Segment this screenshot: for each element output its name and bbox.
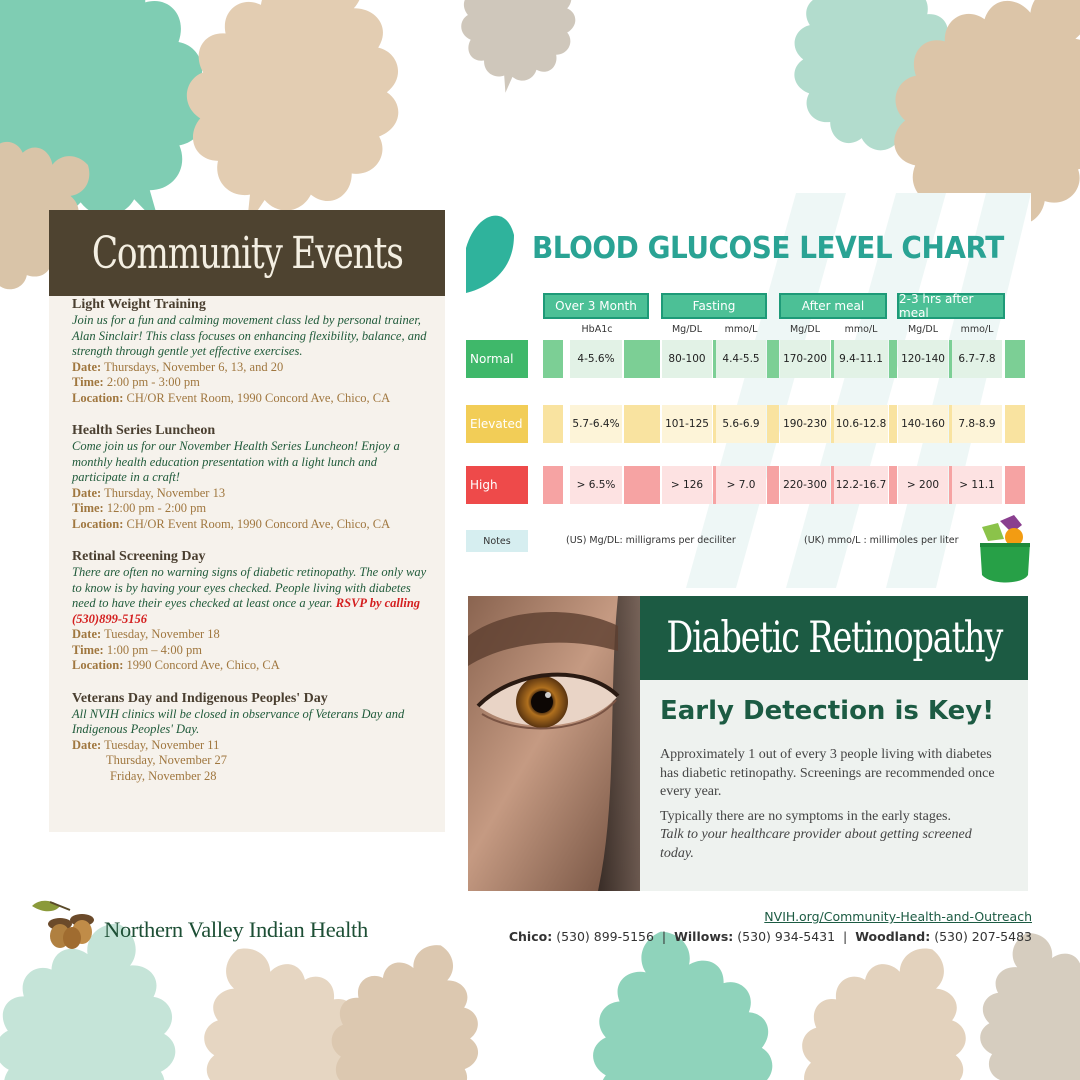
separator: | [661, 929, 667, 944]
cell-normal-after-mgdl: 170-200 [780, 340, 830, 378]
cell-high-after-mgdl: 220-300 [780, 466, 830, 504]
row-cap [767, 340, 779, 378]
subhead-mmol: mmo/L [844, 324, 878, 335]
cell-high-2hr-mmol: > 11.1 [952, 466, 1002, 504]
row-cap [543, 466, 563, 504]
events-list [49, 296, 445, 784]
row-label-high: High [466, 466, 528, 504]
row-cap [889, 340, 897, 378]
separator: | [843, 929, 848, 944]
leaf-icon [466, 216, 514, 293]
rsvp-phone-link[interactable]: RSVP by calling (530)899-5156 [72, 596, 421, 626]
row-label-normal: Normal [466, 340, 528, 378]
row-cap [767, 466, 779, 504]
eye-closeup-image [468, 596, 640, 891]
event-health-series-luncheon [72, 422, 435, 532]
row-cap [624, 340, 660, 378]
phone-numbers [509, 929, 1032, 944]
event-date: Date: Thursday, November 13 [72, 485, 226, 500]
cell-elevated-2hr-mgdl: 140-160 [898, 405, 948, 443]
cell-high-fasting-mgdl: > 126 [662, 466, 712, 504]
cell-elevated-fasting-mgdl: 101-125 [662, 405, 712, 443]
event-title: Veterans Day and Indigenous Peoples' Day [72, 690, 328, 706]
retinopathy-paragraph-3: Talk to your healthcare provider about getting screened today. [660, 827, 972, 861]
event-description: All NVIH clinics will be closed in observance of Veterans Day and Indigenous Peoples' Day. [72, 706, 405, 736]
retinopathy-paragraph-1: Approximately 1 out of every 3 people living with diabetes has diabetic retinopathy. Screenings are recommended once every year. [660, 747, 995, 799]
event-time: Time: 12:00 pm - 2:00 pm [72, 501, 207, 515]
willows-label: Willows: [674, 929, 734, 944]
event-light-weight-training [72, 296, 435, 406]
event-location: Location: 1990 Concord Ave, Chico, CA [72, 658, 280, 672]
event-description: There are often no warning signs of diabetic retinopathy. The only way to know is by having your eyes checked. People living with diabetes need to have their eyes checked at least once a year. RSVP by calling (530)899-5156 [72, 565, 427, 626]
retinopathy-body [640, 680, 1028, 891]
website-link[interactable]: NVIH.org/Community-Health-and-Outreach [764, 909, 1032, 924]
event-location: Location: CH/OR Event Room, 1990 Concord Ave, Chico, CA [72, 390, 391, 405]
row-cap [1005, 340, 1025, 378]
row-cap [624, 405, 660, 443]
event-title: Health Series Luncheon [72, 423, 216, 438]
leaf-top-center-grey [450, 0, 588, 103]
willows-phone[interactable]: (530) 934-5431 [737, 929, 836, 944]
cell-elevated-fasting-mmol: 5.6-6.9 [716, 405, 766, 443]
row-cap [889, 466, 897, 504]
cell-high-2hr-mgdl: > 200 [898, 466, 948, 504]
subhead-hba1c: HbA1c [581, 324, 613, 335]
row-cap [767, 405, 779, 443]
community-events-panel [49, 210, 445, 832]
event-date-2: Thursday, November 27 [106, 753, 228, 767]
event-veterans-indigenous-day [72, 690, 435, 785]
chico-phone[interactable]: (530) 899-5156 [556, 929, 654, 944]
cell-elevated-after-mgdl: 190-230 [780, 405, 830, 443]
blood-glucose-chart [466, 193, 1031, 588]
event-time: Time: 2:00 pm - 3:00 pm [72, 375, 200, 389]
row-cap [889, 405, 897, 443]
vegetable-bowl-icon [978, 513, 1031, 588]
note-uk-units: (UK) mmo/L : millimoles per liter [804, 535, 959, 546]
woodland-phone[interactable]: (530) 207-5483 [934, 929, 1032, 944]
group-over-3-month: Over 3 Month [543, 293, 649, 319]
group-after-meal: After meal [779, 293, 887, 319]
subhead-mgdl: Mg/DL [907, 324, 939, 335]
cell-elevated-hba1c: 5.7-6.4% [570, 405, 622, 443]
cell-high-fasting-mmol: > 7.0 [716, 466, 766, 504]
events-title: Community Events [91, 227, 403, 279]
note-us-units: (US) Mg/DL: milligrams per deciliter [566, 535, 736, 546]
cell-high-after-mmol: 12.2-16.7 [834, 466, 888, 504]
event-retinal-screening-day [72, 548, 435, 674]
event-description: Join us for a fun and calming movement class led by personal trainer, Alan Sinclair! This class focuses on enhancing flexibility, balance, and strength through gentle yet effective exercises. [72, 313, 427, 358]
row-cap [1005, 405, 1025, 443]
events-header [49, 210, 445, 296]
cell-normal-fasting-mmol: 4.4-5.5 [716, 340, 766, 378]
group-2-3-hrs-after-meal: 2-3 hrs after meal [897, 293, 1005, 319]
retinopathy-header [640, 596, 1028, 680]
cell-elevated-2hr-mmol: 7.8-8.9 [952, 405, 1002, 443]
cell-normal-2hr-mmol: 6.7-7.8 [952, 340, 1002, 378]
row-cap [1005, 466, 1025, 504]
event-date-3: Friday, November 28 [110, 768, 217, 783]
event-description: Come join us for our November Health Series Luncheon! Enjoy a monthly health education presentation with a light lunch and participate in a craft! [72, 439, 400, 484]
cell-high-hba1c: > 6.5% [570, 466, 622, 504]
row-cap [543, 340, 563, 378]
event-date: Date: Tuesday, November 18 [72, 627, 220, 641]
cell-normal-2hr-mgdl: 120-140 [898, 340, 948, 378]
row-cap [543, 405, 563, 443]
event-location: Location: CH/OR Event Room, 1990 Concord Ave, Chico, CA [72, 516, 391, 531]
cell-normal-fasting-mgdl: 80-100 [662, 340, 712, 378]
cell-normal-after-mmol: 9.4-11.1 [834, 340, 888, 378]
row-label-elevated: Elevated [466, 405, 528, 443]
retinopathy-title: Diabetic Retinopathy [666, 613, 1002, 663]
subhead-mmol: mmo/L [724, 324, 758, 335]
chico-label: Chico: [508, 929, 553, 944]
cell-normal-hba1c: 4-5.6% [570, 340, 622, 378]
row-cap [624, 466, 660, 504]
cell-elevated-after-mmol: 10.6-12.8 [834, 405, 888, 443]
group-fasting: Fasting [661, 293, 767, 319]
notes-label: Notes [466, 530, 528, 552]
acorn-logo-icon [30, 896, 98, 952]
event-title: Light Weight Training [72, 297, 206, 312]
subhead-mgdl: Mg/DL [671, 324, 703, 335]
event-date: Date: Thursdays, November 6, 13, and 20 [72, 359, 284, 374]
event-time: Time: 1:00 pm – 4:00 pm [72, 642, 202, 657]
woodland-label: Woodland: [855, 929, 931, 944]
event-date: Date: Tuesday, November 11 [72, 737, 220, 752]
retinopathy-paragraph-2: Typically there are no symptoms in the early stages. [660, 808, 951, 824]
org-name: Northern Valley Indian Health [104, 917, 368, 942]
event-title: Retinal Screening Day [72, 549, 206, 564]
subhead-mmol: mmo/L [960, 324, 994, 335]
chart-title: BLOOD GLUCOSE LEVEL CHART [532, 231, 1004, 266]
subhead-mgdl: Mg/DL [789, 324, 821, 335]
retinopathy-subtitle: Early Detection is Key! [660, 696, 995, 726]
